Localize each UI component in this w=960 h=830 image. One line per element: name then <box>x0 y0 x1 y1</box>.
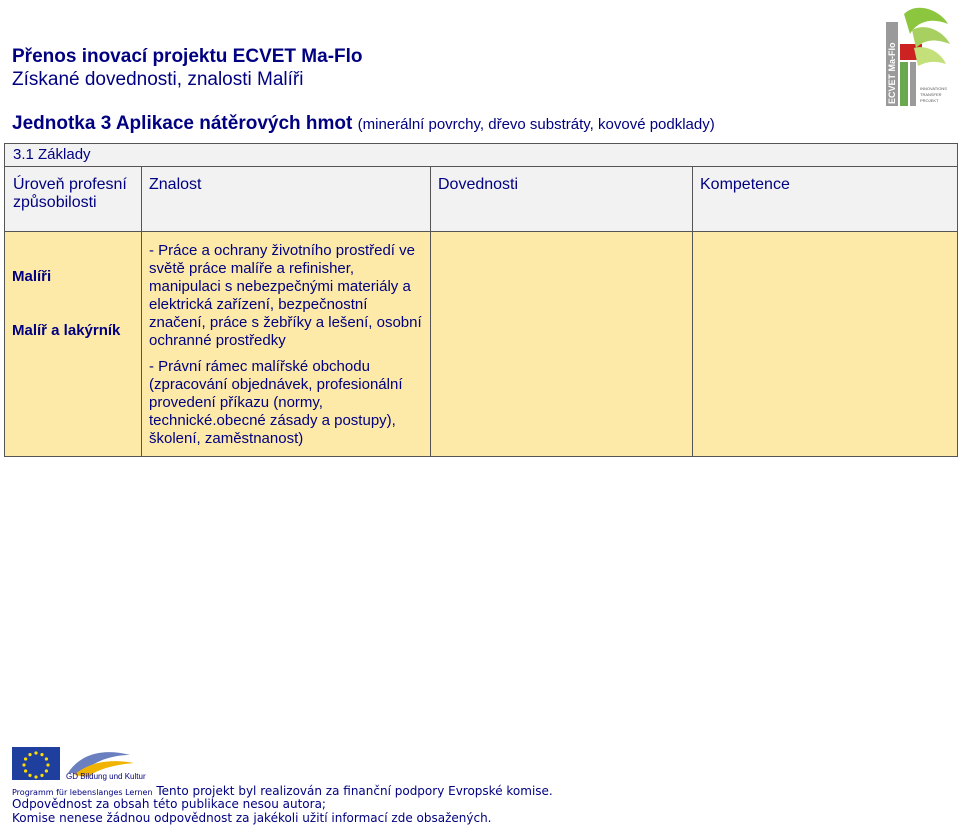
header-skills-label: Dovednosti <box>438 176 519 193</box>
knowledge-item: - Práce a ochrany životního prostředí ve světě práce malíře a refinisher, manipulaci s nebezpečnými materiály a elektrická zařízení, bezpečnostní značení, práce s žebříky a lešení, osobní ochranné prostředky <box>149 242 422 349</box>
logo-leaf-2 <box>912 27 950 48</box>
footer-line-3: Komise nenese žádnou odpovědnost za jakékoli užití informací zde obsažených. <box>12 811 492 825</box>
logo-vertical-text: ECVET Ma-Flo <box>887 42 897 104</box>
knowledge-item: - Právní rámec malířské obchodu (zpracování objednávek, profesionální provedení příkazu (normy, technické.obecné zásady a postupy), školení, zaměstnanost) <box>149 358 403 447</box>
logo-grey-bar <box>910 62 916 106</box>
unit-note: (minerální povrchy, dřevo substráty, kovové podklady) <box>357 116 715 133</box>
competence-cell <box>693 232 958 457</box>
page-title: Přenos inovací projektu ECVET Ma-Flo <box>12 46 363 67</box>
skills-cell <box>431 232 693 457</box>
gd-text: GD Bildung und Kultur <box>66 772 146 781</box>
logo-tagline-3: PROJEKT <box>920 98 939 103</box>
funding-statement: Tento projekt byl realizován za finanční podpory Evropské komise. <box>156 784 553 798</box>
knowledge-cell <box>142 232 431 457</box>
unit-heading <box>12 113 715 136</box>
section-title: 3.1 Základy <box>5 144 958 167</box>
footer-line-1 <box>12 784 553 798</box>
header-knowledge-label: Znalost <box>149 176 202 193</box>
table-row <box>5 232 958 457</box>
occupation-cell <box>5 232 142 457</box>
header-competence-label: Kompetence <box>700 176 790 193</box>
header-knowledge <box>142 167 431 232</box>
header-competence <box>693 167 958 232</box>
competence-table <box>4 143 958 457</box>
programme-label: Programm für lebenslanges Lernen <box>12 788 153 797</box>
unit-title: Jednotka 3 Aplikace nátěrových hmot <box>12 113 353 134</box>
footer-line-2: Odpovědnost za obsah této publikace nesou autora; <box>12 797 326 811</box>
occupation-painters: Malíři <box>12 268 52 285</box>
header-row <box>5 167 958 232</box>
header-level-label: Úroveň profesní způsobilosti <box>13 176 127 211</box>
logo-tagline-2: TRANSFER <box>920 92 942 97</box>
header-skills <box>431 167 693 232</box>
occupation-painter-varnisher: Malíř a lakýrník <box>12 322 121 339</box>
section-row <box>5 144 958 167</box>
page-subtitle: Získané dovednosti, znalosti Malíři <box>12 69 304 90</box>
logo-green-bar <box>900 62 908 106</box>
header-level <box>5 167 142 232</box>
ecvet-maflo-logo <box>884 4 952 108</box>
logo-leaf-3 <box>914 47 946 66</box>
logo-tagline-1: INNOVATIONS <box>920 86 947 91</box>
